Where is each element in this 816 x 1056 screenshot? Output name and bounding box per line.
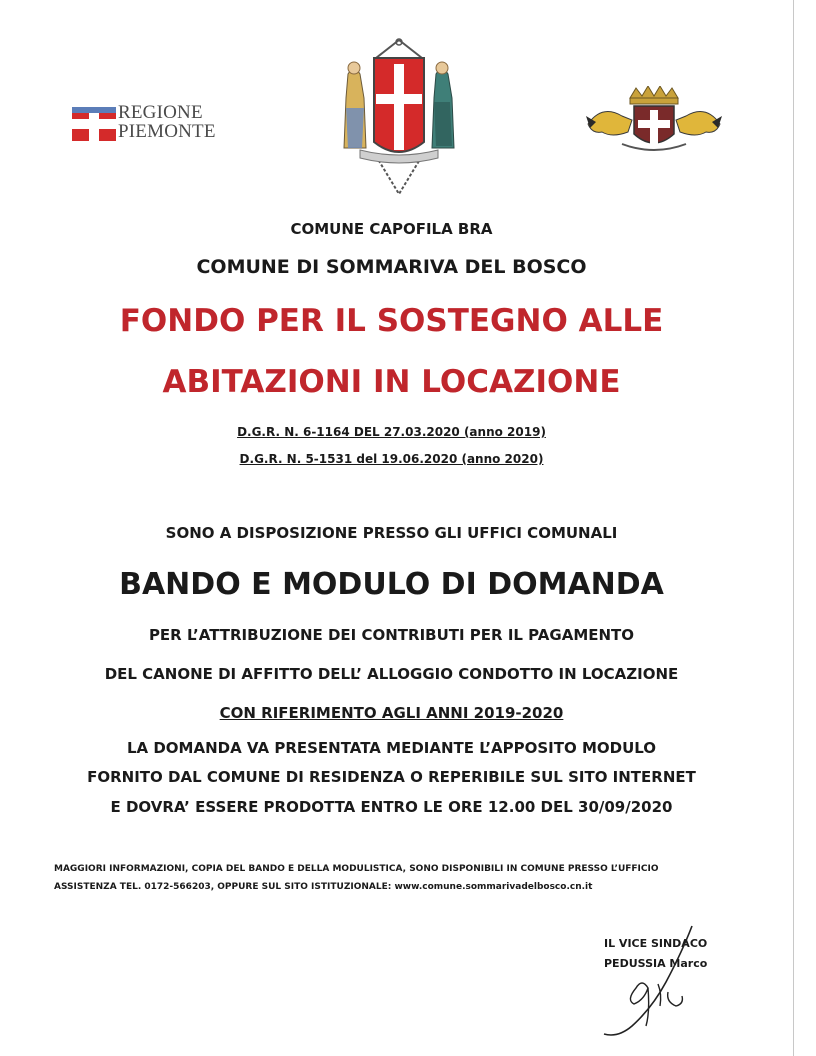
years-reference: CON RIFERIMENTO AGLI ANNI 2019-2020 bbox=[219, 704, 564, 722]
availability-text: SONO A DISPOSIZIONE PRESSO GLI UFFICI COMUNALI bbox=[165, 524, 618, 542]
purpose-line1: PER L’ATTRIBUZIONE DEI CONTRIBUTI PER IL PAGAMENTO bbox=[148, 626, 635, 644]
piemonte-line: PIEMONTE bbox=[118, 121, 216, 142]
purpose-line2: DEL CANONE DI AFFITTO DELL’ ALLOGGIO CONDOTTO IN LOCAZIONE bbox=[104, 665, 679, 683]
comune-heading: COMUNE DI SOMMARIVA DEL BOSCO bbox=[196, 256, 587, 278]
info-line2: ASSISTENZA TEL. 0172-566203, OPPURE SUL SITO ISTITUZIONALE: www.comune.sommarivadelbosco.cn.it bbox=[54, 882, 593, 892]
page-edge bbox=[793, 0, 794, 1056]
bando-heading: BANDO E MODULO DI DOMANDA bbox=[119, 567, 664, 602]
dgr-reference-2020: D.G.R. N. 5-1531 del 19.06.2020 (anno 2020) bbox=[239, 452, 544, 466]
handwritten-signature bbox=[596, 922, 706, 1040]
regione-piemonte-name bbox=[118, 103, 216, 141]
signer-name: PEDUSSIA Marco bbox=[604, 957, 708, 970]
fondo-title-line2: ABITAZIONI IN LOCAZIONE bbox=[162, 364, 621, 400]
dgr-reference-2019: D.G.R. N. 6-1164 DEL 27.03.2020 (anno 2019) bbox=[237, 425, 546, 439]
fondo-title-line1: FONDO PER IL SOSTEGNO ALLE bbox=[119, 303, 664, 339]
sommariva-coat-of-arms-icon bbox=[582, 86, 726, 158]
bra-coat-of-arms-icon bbox=[336, 38, 462, 198]
regione-piemonte-logo bbox=[72, 103, 232, 143]
capofila-heading: COMUNE CAPOFILA BRA bbox=[290, 220, 493, 238]
submission-line2: FORNITO DAL COMUNE DI RESIDENZA O REPERIBILE SUL SITO INTERNET bbox=[87, 768, 696, 786]
submission-line1: LA DOMANDA VA PRESENTATA MEDIANTE L’APPOSITO MODULO bbox=[126, 739, 657, 757]
piemonte-flag-icon bbox=[72, 107, 116, 141]
submission-line3: E DOVRA’ ESSERE PRODOTTA ENTRO LE ORE 12.00 DEL 30/09/2020 bbox=[110, 798, 673, 816]
regione-line: REGIONE bbox=[118, 102, 203, 123]
info-line1: MAGGIORI INFORMAZIONI, COPIA DEL BANDO E DELLA MODULISTICA, SONO DISPONIBILI IN COMUNE PRESSO L’UFFICIO bbox=[54, 864, 659, 874]
signer-role: IL VICE SINDACO bbox=[604, 937, 708, 950]
